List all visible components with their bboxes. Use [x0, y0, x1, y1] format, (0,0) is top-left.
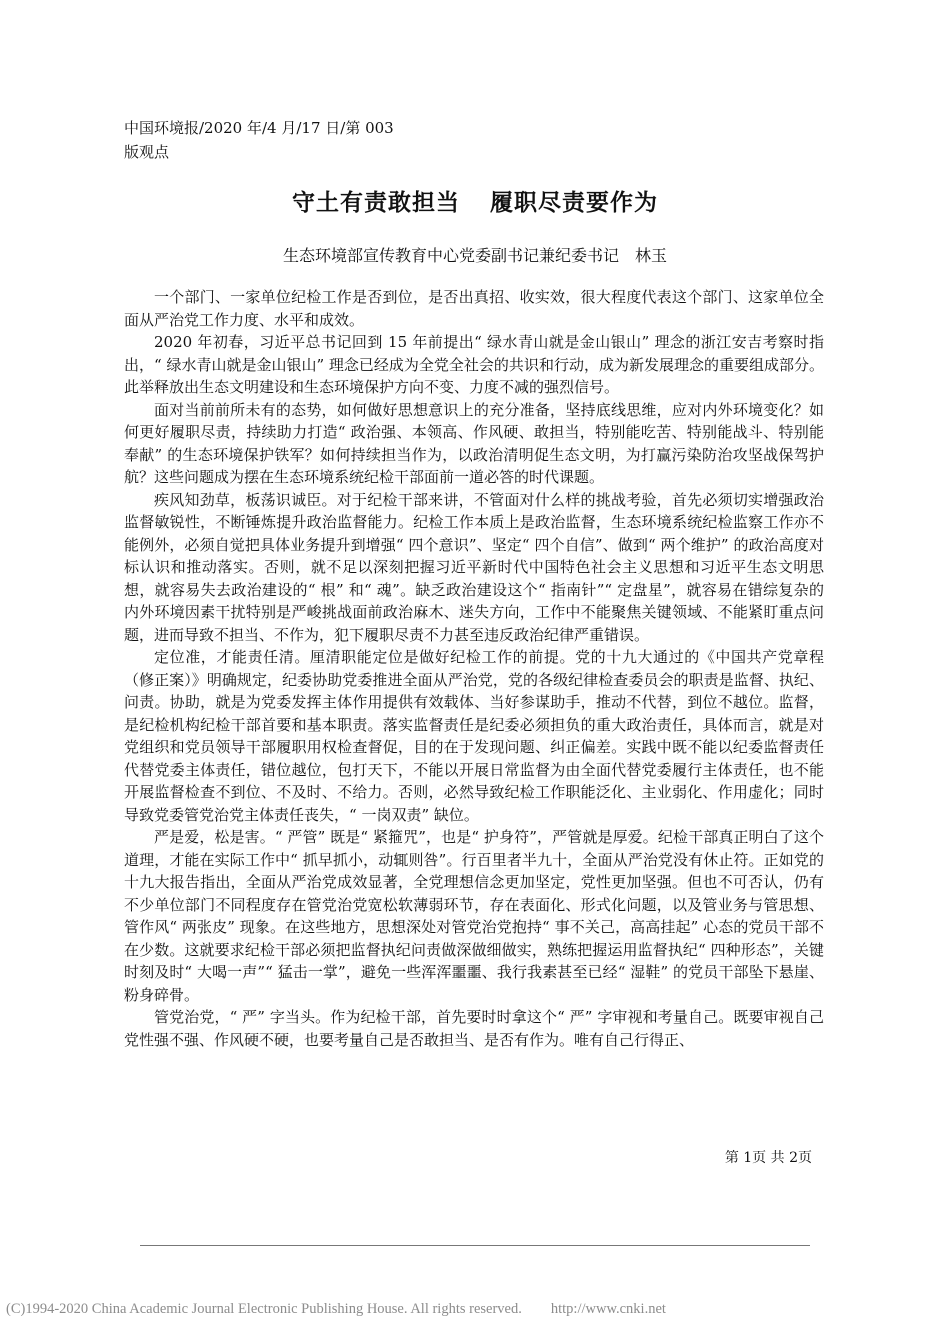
paragraph: 疾风知劲草，板荡识诚臣。对于纪检干部来讲，不管面对什么样的挑战考验，首先必须切实增强政治监督敏锐性，不断锤炼提升政治监督能力。纪检工作本质上是政治监督，生态环境系统纪检监察工作亦不能例外，必须自觉把具体业务提升到增强“ 四个意识”、坚定“ 四个自信”、做到“ 两个维护” 的政治高度对标认识和推动落实。否则，就不足以深刻把握习近平新时代中国特色社会主义思想和习近平生态文明思想，就容易失去政治建设的“ 根” 和“ 魂”。缺乏政治建设这个“ 指南针”“ 定盘星”，就容易在错综复杂的内外环境因素干扰特别是严峻挑战面前政治麻木、迷失方向，工作中不能聚焦关键领域、不能紧盯重点问题，进而导致不担当、不作为，犯下履职尽责不力甚至违反政治纪律严重错误。 [124, 490, 824, 644]
source-line-1: 中国环境报/2020 年/4 月/17 日/第 003 [124, 119, 394, 137]
paragraph: 一个部门、一家单位纪检工作是否到位，是否出真招、收实效，很大程度代表这个部门、这家单位全面从严治党工作力度、水平和成效。 [124, 288, 824, 329]
paragraph: 管党治党，“ 严” 字当头。作为纪检干部，首先要时时拿这个“ 严” 字审视和考量自己。既要审视自己党性强不强、作风硬不硬，也要考量自己是否敢担当、是否有作为。唯有自己行得正、 [124, 1008, 824, 1049]
source-line-2: 版观点 [124, 143, 170, 161]
paragraph: 面对当前前所未有的态势，如何做好思想意识上的充分准备，坚持底线思维，应对内外环境变化？如何更好履职尽责，持续助力打造“ 政治强、本领高、作风硬、敢担当，特别能吃苦、特别能战斗、特别能奉献” 的生态环境保护铁军？如何持续担当作为，以政治清明促生态文明，为打赢污染防治攻坚战保驾护航？这些问题成为摆在生态环境系统纪检干部面前一道必答的时代课题。 [124, 400, 824, 486]
paragraph: 2020 年初春，习近平总书记回到 15 年前提出“ 绿水青山就是金山银山” 理念的浙江安吉考察时指出，“ 绿水青山就是金山银山” 理念已经成为全党全社会的共识和行动，成为新发展理念的重要组成部分。此举释放出生态文明建设和生态环境保护方向不变、力度不减的强烈信号。 [124, 333, 824, 396]
title-part-2: 履职尽责要作为 [490, 190, 658, 216]
copyright-notice: (C)1994-2020 China Academic Journal Electronic Publishing House. All rights reserved. http://www.cnki.net [6, 1301, 666, 1317]
page-number: 第 1页 共 2页 [724, 1150, 812, 1166]
author-byline: 生态环境部宣传教育中心党委副书记兼纪委书记 林玉 [282, 246, 667, 265]
paragraph: 严是爱，松是害。“ 严管” 既是“ 紧箍咒”，也是“ 护身符”，严管就是厚爱。纪检干部真正明白了这个道理，才能在实际工作中“ 抓早抓小，动辄则咎”。行百里者半九十，全面从严治党没有休止符。正如党的十九大报告指出，全面从严治党成效显著，全党理想信念更加坚定，党性更加坚强。但也不可否认，仍有不少单位部门不同程度存在管党治党宽松软薄弱环节，存在表面化、形式化问题，以及管业务与管思想、管作风“ 两张皮” 现象。在这些地方，思想深处对管党治党抱持“ 事不关己，高高挂起” 心态的党员干部不在少数。这就要求纪检干部必须把监督执纪问责做深做细做实，熟练把握运用监督执纪“ 四种形态”，关键时刻及时“ 大喝一声”“ 猛击一掌”，避免一些浑浑噩噩、我行我素甚至已经“ 湿鞋” 的党员干部坠下悬崖、粉身碎骨。 [124, 828, 824, 1004]
article-title [0, 184, 950, 217]
source-info [124, 116, 424, 164]
paragraph: 定位准，才能责任清。厘清职能定位是做好纪检工作的前提。党的十九大通过的《中国共产党章程（修正案）》明确规定，纪委协助党委推进全面从严治党，党的各级纪律检查委员会的职责是监督、执纪、问责。协助，就是为党委发挥主体作用提供有效载体、当好参谋助手，推动不代替，到位不越位。监督，是纪检机构纪检干部首要和基本职责。落实监督责任是纪委必须担负的重大政治责任，具体而言，就是对党组织和党员领导干部履职用权检查督促，目的在于发现问题、纠正偏差。实践中既不能以纪委监督责任代替党委主体责任，错位越位，包打天下，不能以开展日常监督为由全面代替党委履行主体责任，也不能开展监督检查不到位、不及时、不给力。否则，必然导致纪检工作职能泛化、主业弱化、作用虚化；同时导致党委管党治党主体责任丧失，“ 一岗双责” 缺位。 [124, 648, 824, 824]
title-part-1: 守土有责敢担当 [292, 190, 460, 216]
footer-divider [140, 1245, 810, 1246]
article-body [124, 286, 824, 1051]
